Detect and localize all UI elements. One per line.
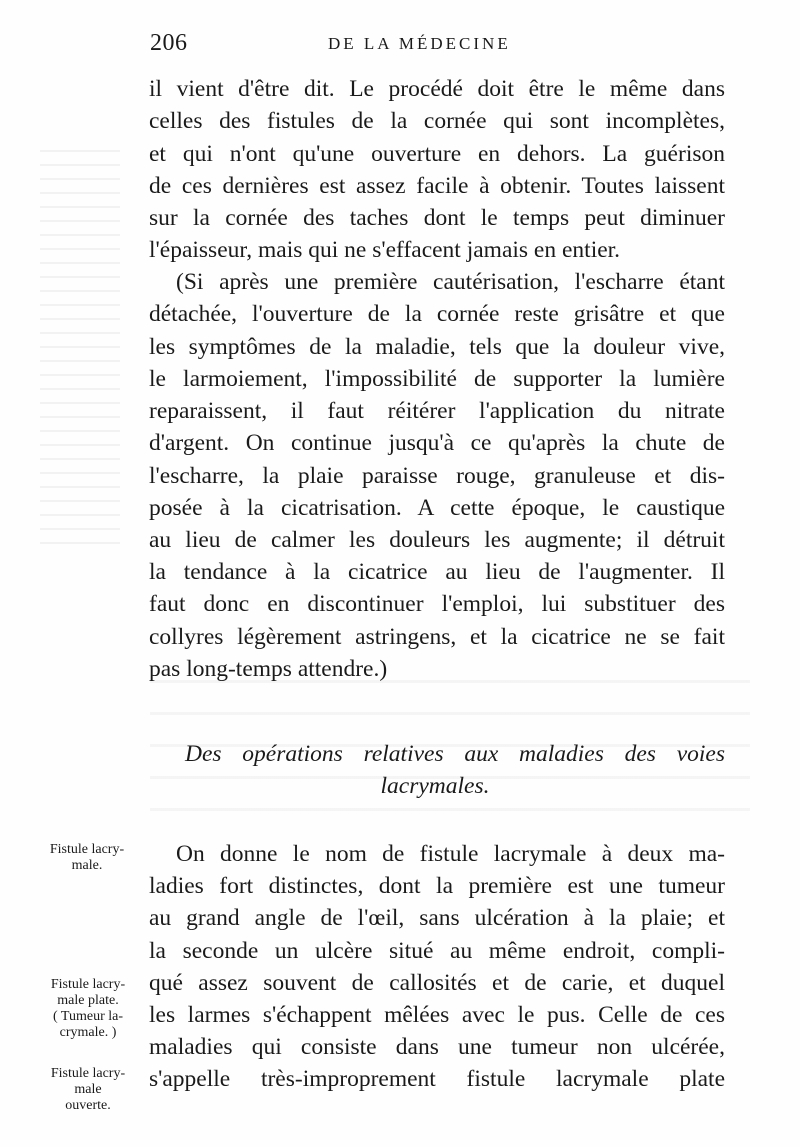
body-line: et qui n'ont qu'une ouverture en dehors. La guérison [149, 141, 725, 167]
body-line: il vient d'être dit. Le procédé doit être le même dans [149, 76, 725, 102]
body-line: l'escharre, la plaie paraisse rouge, granuleuse et dis- [149, 463, 725, 489]
margin-note: Fistule lacry- male plate. ( Tumeur la- crymale. ) [50, 977, 126, 1040]
body-line: le larmoiement, l'impossibilité de supporter la lumière [149, 366, 725, 392]
running-head: DE LA MÉDECINE [328, 34, 511, 53]
body-line: la seconde un ulcère situé au même endroit, compli- [149, 938, 725, 964]
body-line: reparaissent, il faut réitérer l'application du nitrate [149, 398, 725, 424]
show-through-left [40, 150, 120, 550]
body-line: collyres légèrement astringens, et la cicatrice ne se fait [149, 624, 725, 650]
body-line: ladies fort distinctes, dont la première est une tumeur [149, 873, 725, 899]
body-line: les symptômes de la maladie, tels que la douleur vive, [149, 334, 725, 360]
margin-note: Fistule lacry- male. [49, 842, 125, 873]
section-heading-cont: lacrymales. [380, 773, 490, 799]
body-line: posée à la cicatrisation. A cette époque, le caustique [149, 495, 725, 521]
body-line: sur la cornée des taches dont le temps peut diminuer [149, 205, 725, 231]
body-line: les larmes s'échappent mêlées avec le pus. Celle de ces [149, 1002, 725, 1028]
body-line: la tendance à la cicatrice au lieu de l'augmenter. Il [149, 559, 725, 585]
page-number: 206 [150, 30, 188, 56]
body-line: On donne le nom de fistule lacrymale à deux ma- [176, 841, 725, 867]
section-heading: Des opérations relatives aux maladies des voies [185, 741, 725, 767]
body-line: pas long-temps attendre.) [149, 656, 388, 682]
body-line: l'épaisseur, mais qui ne s'effacent jamais en entier. [149, 237, 621, 263]
body-line: au grand angle de l'œil, sans ulcération à la plaie; et [149, 905, 725, 931]
body-line: de ces dernières est assez facile à obtenir. Toutes laissent [149, 173, 725, 199]
body-line: maladies qui consiste dans une tumeur non ulcérée, [149, 1034, 725, 1060]
body-line: qué assez souvent de callosités et de carie, et duquel [149, 970, 725, 996]
body-line: s'appelle très-improprement fistule lacrymale plate [149, 1066, 725, 1092]
body-line: détachée, l'ouverture de la cornée reste grisâtre et que [149, 301, 725, 327]
body-line: faut donc en discontinuer l'emploi, lui substituer des [149, 591, 725, 617]
body-line: (Si après une première cautérisation, l'escharre étant [176, 269, 725, 295]
body-line: celles des fistules de la cornée qui sont incomplètes, [149, 108, 725, 134]
body-line: d'argent. On continue jusqu'à ce qu'après la chute de [149, 430, 725, 456]
body-line: au lieu de calmer les douleurs les augmente; il détruit [149, 527, 725, 553]
margin-note: Fistule lacry- male ouverte. [50, 1066, 126, 1113]
